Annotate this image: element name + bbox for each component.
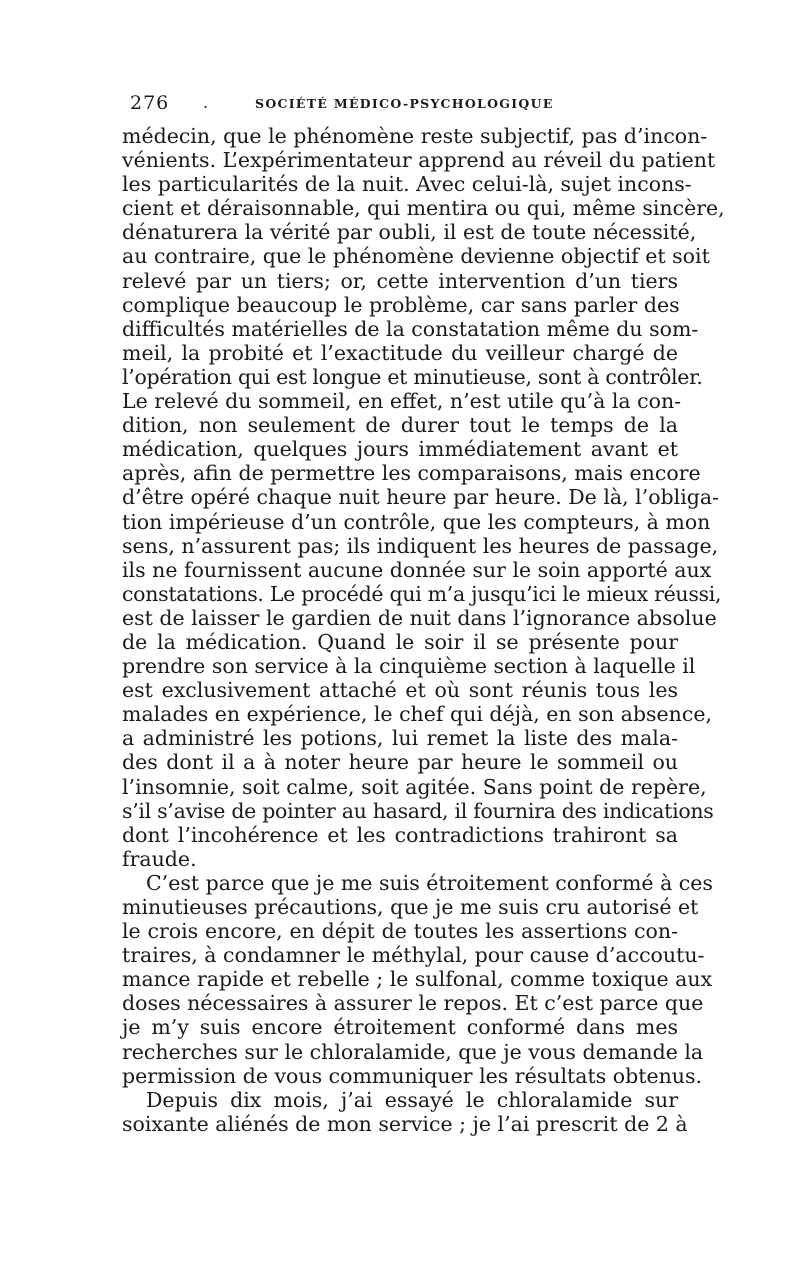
- running-title: SOCIÉTÉ MÉDICO-PSYCHOLOGIQUE: [255, 96, 554, 111]
- text-line: doses nécessaires à assurer le repos. Et c’est parce que: [122, 991, 704, 1016]
- text-line: est exclusivement attaché et où sont réunis tous les: [122, 678, 678, 703]
- text-line: relevé par un tiers; or, cette intervention d’un tiers: [122, 268, 678, 293]
- text-line: minutieuses précautions, que je me suis cru autorisé et: [122, 895, 699, 919]
- text-line: de la médication. Quand le soir il se présente pour: [122, 629, 678, 654]
- text-line: recherches sur le chloralamide, que je vous demande la: [122, 1039, 704, 1064]
- text-line: dont l’incohérence et les contradictions trahiront sa: [122, 822, 678, 847]
- text-line: a administré les potions, lui remet la liste des mala-: [122, 726, 678, 751]
- text-line: fraude.: [122, 846, 197, 871]
- text-line: meil, la probité et l’exactitude du veilleur chargé de: [122, 340, 678, 365]
- body-text: [122, 124, 725, 1136]
- text-line: soixante aliénés de mon service ; je l’ai prescrit de 2 à: [122, 1111, 688, 1136]
- text-line: malades en expérience, le chef qui déjà, en son absence,: [122, 702, 713, 727]
- text-line: dition, non seulement de durer tout le temps de la: [122, 413, 678, 438]
- text-line: le crois encore, en dépit de toutes les assertions con-: [122, 919, 678, 944]
- text-line: permission de vous communiquer les résultats obtenus.: [122, 1063, 703, 1088]
- text-line: je m’y suis encore étroitement conformé dans mes: [122, 1015, 678, 1040]
- text-line: mance rapide et rebelle ; le sulfonal, comme toxique aux: [122, 967, 713, 992]
- text-line: médication, quelques jours immédiatement avant et: [122, 437, 678, 462]
- text-line: sens, n’assurent pas; ils indiquent les heures de passage,: [122, 533, 719, 558]
- text-line: après, afin de permettre les comparaisons, mais encore: [122, 461, 701, 486]
- text-line: traires, à condamner le méthylal, pour cause d’accoutu-: [122, 943, 705, 968]
- text-line: prendre son service à la cinquième section à laquelle il: [122, 654, 696, 679]
- text-line: tion impérieuse d’un contrôle, que les compteurs, à mon: [122, 509, 711, 534]
- text-line: Le relevé du sommeil, en effet, n’est utile qu’à la con-: [122, 389, 682, 414]
- text-line: Depuis dix mois, j’ai essayé le chloralamide sur: [146, 1087, 678, 1112]
- text-line: est de laisser le gardien de nuit dans l’ignorance absolue: [122, 605, 717, 630]
- text-line: dénaturera la vérité par oubli, il est de toute nécessité,: [122, 220, 697, 245]
- text-line: cient et déraisonnable, qui mentira ou qui, même sincère,: [122, 196, 725, 221]
- text-line: ils ne fournissent aucune donnée sur le soin apporté aux: [122, 557, 712, 582]
- text-line: d’être opéré chaque nuit heure par heure. De là, l’obliga-: [122, 485, 720, 510]
- running-head: [130, 91, 678, 115]
- page-number: 276: [130, 92, 170, 114]
- text-line: difficultés matérielles de la constatation même du som-: [122, 316, 699, 341]
- text-line: médecin, que le phénomène reste subjectif, pas d’incon-: [122, 124, 708, 148]
- text-line: les particularités de la nuit. Avec celui-là, sujet incons-: [122, 172, 692, 197]
- text-line: des dont il a à noter heure par heure le sommeil ou: [122, 750, 678, 775]
- text-line: l’insomnie, soit calme, soit agitée. Sans point de repère,: [122, 774, 707, 799]
- text-line: complique beaucoup le problème, car sans parler des: [122, 292, 680, 317]
- text-line: vénients. L’expérimentateur apprend au réveil du patient: [122, 148, 716, 173]
- text-line: constatations. Le procédé qui m’a jusqu’ici le mieux réussi,: [122, 581, 722, 606]
- text-line: s’il s’avise de pointer au hasard, il fournira des indications: [122, 798, 714, 823]
- text-line: l’opération qui est longue et minutieuse, sont à contrôler.: [122, 364, 703, 389]
- header-separator-dot: .: [203, 93, 209, 112]
- text-line: au contraire, que le phénomène devienne objectif et soit: [122, 244, 710, 269]
- text-line: C’est parce que je me suis étroitement conformé à ces: [146, 870, 713, 895]
